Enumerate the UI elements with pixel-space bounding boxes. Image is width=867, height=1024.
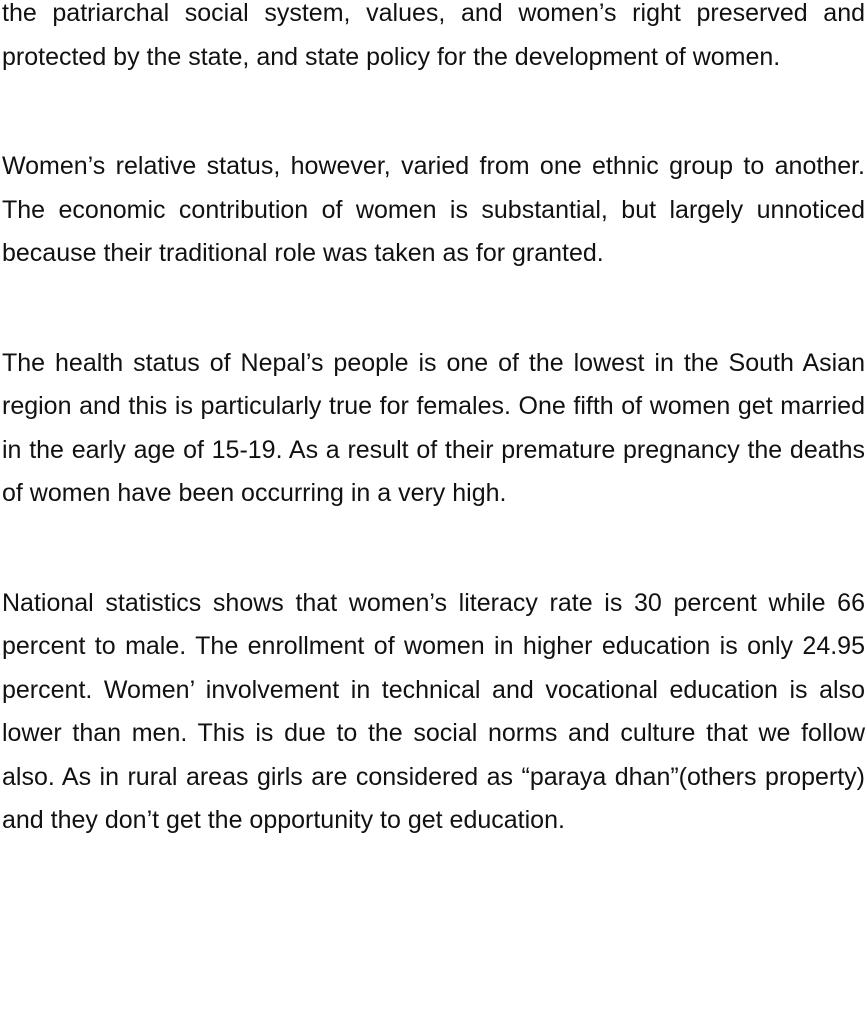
paragraph-health-status: The health status of Nepal’s people is one of the lowest in the South Asian region and this is particularly true for females. One fifth of women get married in the early age of 15-19. As a result of their premature pregnancy the deaths of women have been occurring in a very high.	[2, 348, 865, 507]
paragraph-literacy-statistics: National statistics shows that women’s literacy rate is 30 percent while 66 percent to male. The enrollment of women in higher education is only 24.95 percent. Women’ involvement in technical and vocational education is also lower than men. This is due to the social norms and culture that we follow also. As in rural areas girls are considered as “paraya dhan”(others property) and they don’t get the opportunity to get education.	[2, 588, 865, 834]
paragraph-womens-status: Women’s relative status, however, varied from one ethnic group to another. The economic contribution of women is substantial, but largely unnoticed because their traditional role was taken as for granted.	[2, 152, 865, 267]
paragraph-patriarchal-system: the patriarchal social system, values, and women’s right preserved and protected by the state, and state policy for the development of women.	[2, 0, 865, 71]
document-page	[2, 0, 865, 843]
